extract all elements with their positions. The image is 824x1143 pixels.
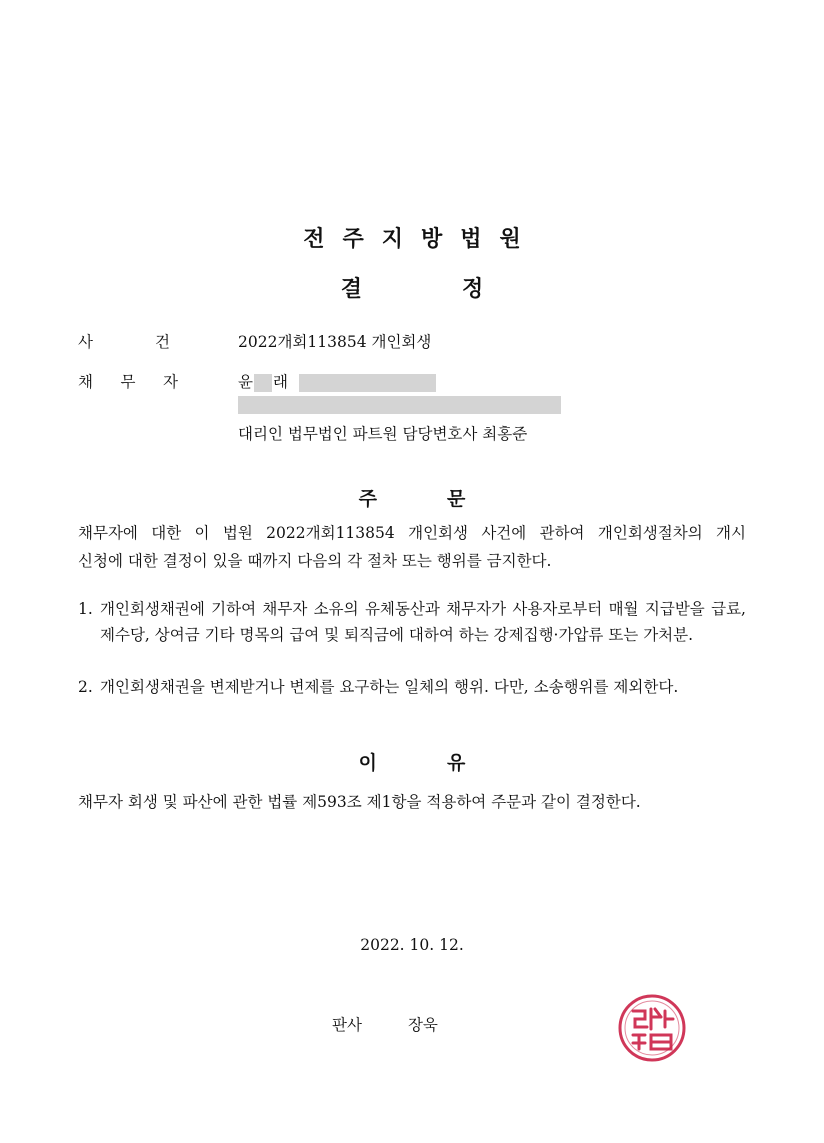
document-title-part: 정 — [462, 277, 484, 302]
reason-title-part: 유 — [447, 752, 466, 774]
document-title-part: 결 — [340, 277, 362, 302]
order-intro-line: 채무자에 대한 이 법원 2022개회113854 개인회생 사건에 관하여 개인회생절차의 개시 — [78, 524, 746, 542]
debtor-label-part: 채 — [78, 373, 93, 391]
reason-section-title — [0, 748, 824, 775]
order-item-number: 1. — [78, 600, 93, 618]
judge-seal-stamp — [617, 993, 687, 1063]
order-item — [78, 596, 746, 648]
judge-title: 판사 — [332, 1016, 362, 1034]
case-label — [78, 330, 170, 352]
case-label-part: 사 — [78, 333, 93, 351]
order-title-part: 주 — [358, 488, 377, 510]
order-section-title — [0, 484, 824, 511]
reason-title-part: 이 — [358, 752, 377, 774]
debtor-label-part: 자 — [163, 373, 178, 391]
judge-name: 장욱 — [407, 1016, 438, 1034]
debtor-agent: 대리인 법무법인 파트원 담당변호사 최홍준 — [238, 425, 528, 443]
debtor-name-last: 래 — [272, 373, 288, 391]
debtor-name — [238, 370, 436, 392]
case-label-part: 건 — [155, 333, 170, 351]
debtor-label — [78, 370, 178, 392]
case-number: 2022개회113854 개인회생 — [238, 333, 432, 351]
order-item — [78, 674, 746, 700]
document-title — [0, 272, 824, 303]
judge-signature — [332, 1013, 438, 1035]
court-name: 전주지방법원 — [303, 227, 539, 252]
order-item-text: 개인회생채권을 변제받거나 변제를 요구하는 일체의 행위. 다만, 소송행위를 제외한다. — [100, 678, 679, 696]
reason-text: 채무자 회생 및 파산에 관한 법률 제593조 제1항을 적용하여 주문과 같이 결정한다. — [78, 793, 641, 811]
order-item-text: 개인회생채권에 기하여 채무자 소유의 유체동산과 채무자가 사용자로부터 매월 지급받을 급료, 제수당, 상여금 기타 명목의 급여 및 퇴직금에 대하여 하는 강제집행·가압류 또는 가처분. — [100, 600, 746, 644]
order-title-part: 문 — [447, 488, 466, 510]
debtor-name-first: 윤 — [238, 373, 253, 391]
redaction-block — [299, 374, 436, 392]
redaction-block — [238, 396, 561, 414]
decision-date: 2022. 10. 12. — [360, 936, 464, 954]
debtor-label-part: 무 — [120, 373, 136, 391]
redaction-block — [254, 374, 272, 392]
order-item-number: 2. — [78, 678, 93, 696]
order-intro-line: 신청에 대한 결정이 있을 때까지 다음의 각 절차 또는 행위를 금지한다. — [78, 552, 552, 570]
